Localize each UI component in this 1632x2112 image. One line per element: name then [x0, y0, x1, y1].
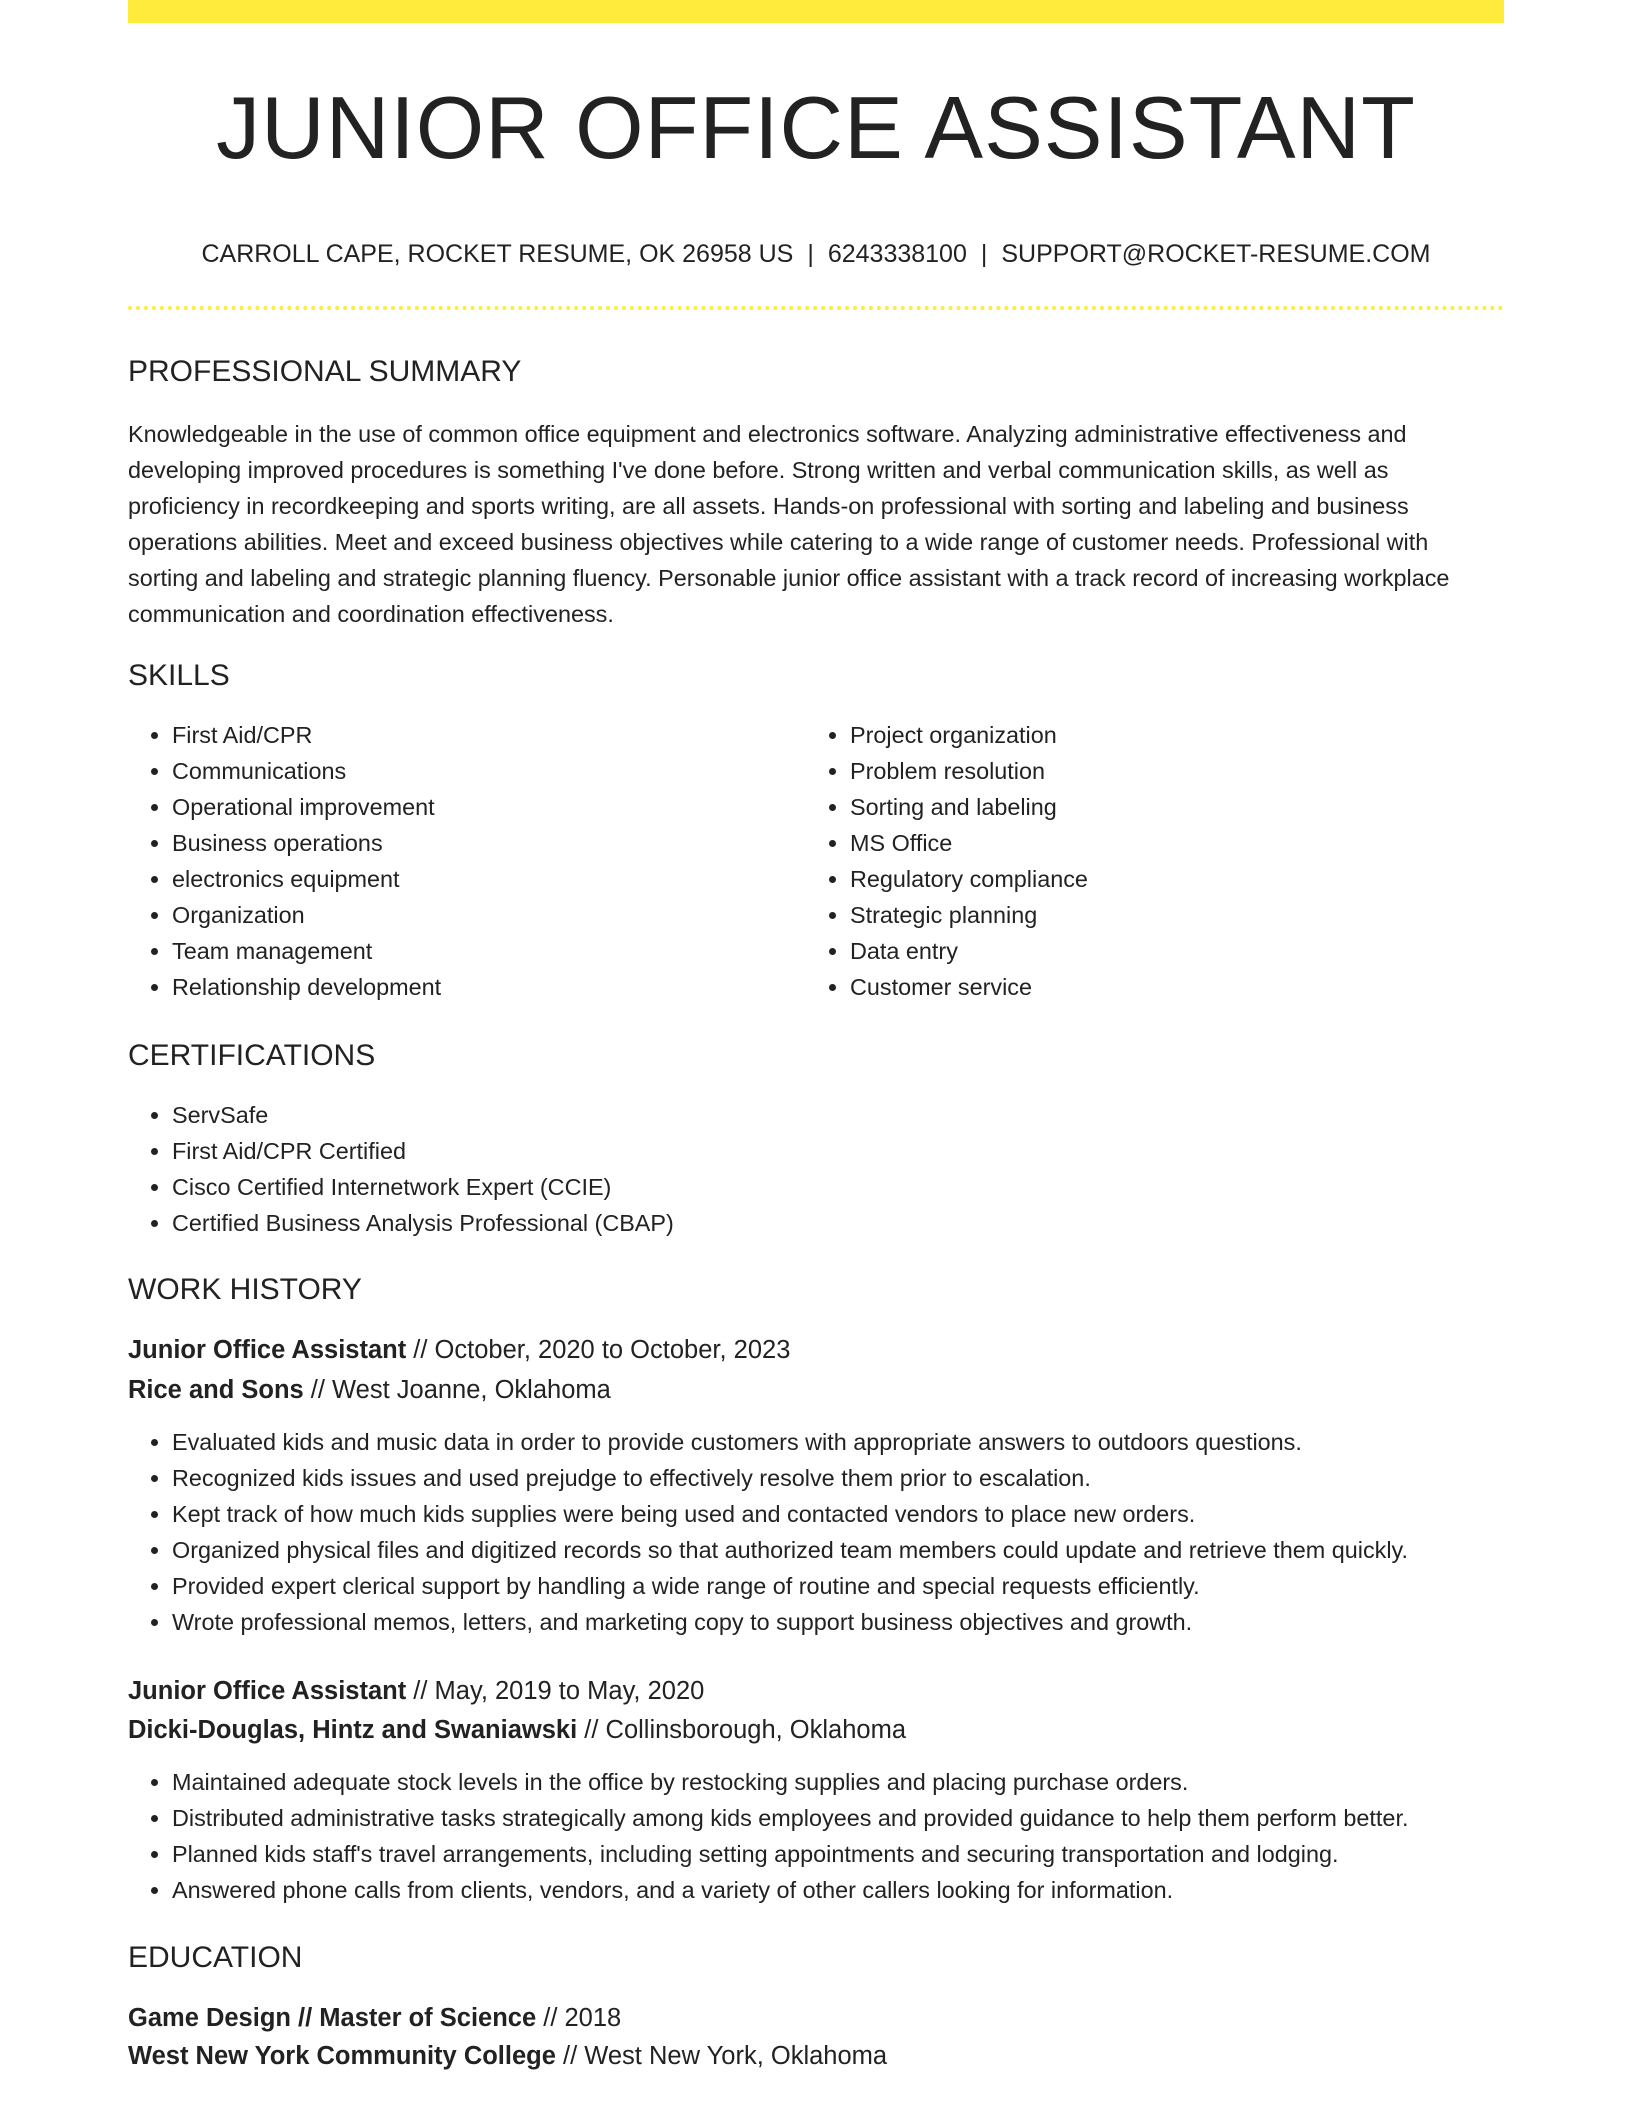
- job-bullet: • Planned kids staff's travel arrangements, including setting appointments and securing transportation and lodging.: [172, 1836, 1548, 1872]
- job-bullet: • Answered phone calls from clients, vendors, and a variety of other callers looking for information.: [172, 1872, 1548, 1908]
- job-company: Dicki-Douglas, Hintz and Swaniawski: [128, 1716, 578, 1744]
- education-school-line: [128, 2036, 887, 2076]
- job-company-line: [128, 1710, 906, 1750]
- job-bullet: • Wrote professional memos, letters, and marketing copy to support business objectives and growth.: [172, 1604, 1548, 1640]
- job-bullet: • Recognized kids issues and used prejudge to effectively resolve them prior to escalation.: [172, 1460, 1548, 1496]
- certification-item: • First Aid/CPR Certified: [172, 1133, 1492, 1169]
- education-school: West New York Community College: [128, 2042, 556, 2070]
- education-degree-line: [128, 1998, 621, 2038]
- contact-line: [128, 236, 1504, 272]
- certifications-heading: CERTIFICATIONS: [128, 1039, 376, 1072]
- skill-item: • Problem resolution: [850, 753, 1470, 789]
- job-bullet: • Organized physical files and digitized records so that authorized team members could update and retrieve them quickly.: [172, 1532, 1548, 1568]
- contact-address: CARROLL CAPE, ROCKET RESUME, OK 26958 US: [201, 240, 794, 268]
- skills-list-right: [806, 717, 1470, 1005]
- education-year: // 2018: [536, 2004, 622, 2032]
- job-dates: // October, 2020 to October, 2023: [406, 1336, 791, 1364]
- page-title: JUNIOR OFFICE ASSISTANT: [216, 78, 1416, 177]
- summary-heading: PROFESSIONAL SUMMARY: [128, 355, 522, 388]
- job-location: // Collinsborough, Oklahoma: [577, 1716, 907, 1744]
- skill-item: • Relationship development: [172, 969, 792, 1005]
- certification-item: • ServSafe: [172, 1097, 1492, 1133]
- job-bullet: • Provided expert clerical support by handling a wide range of routine and special requests efficiently.: [172, 1568, 1548, 1604]
- skill-item: • MS Office: [850, 825, 1470, 861]
- skill-item: • Operational improvement: [172, 789, 792, 825]
- job-dates: // May, 2019 to May, 2020: [406, 1677, 705, 1705]
- skill-item: • Team management: [172, 933, 792, 969]
- contact-separator: |: [807, 240, 814, 268]
- job-bullet: • Evaluated kids and music data in order to provide customers with appropriate answers to outdoors questions.: [172, 1424, 1548, 1460]
- dotted-divider: [128, 306, 1504, 310]
- skill-item: • electronics equipment: [172, 861, 792, 897]
- skill-item: • Strategic planning: [850, 897, 1470, 933]
- contact-separator: |: [980, 240, 988, 268]
- skill-item: • Data entry: [850, 933, 1470, 969]
- skill-item: • Project organization: [850, 717, 1470, 753]
- certification-item: • Certified Business Analysis Professional (CBAP): [172, 1205, 1492, 1241]
- certifications-list: [128, 1097, 1492, 1241]
- job-company: Rice and Sons: [128, 1376, 304, 1404]
- skills-heading: SKILLS: [128, 659, 230, 692]
- job-title-line: [128, 1671, 704, 1711]
- contact-email: SUPPORT@ROCKET-RESUME.COM: [1001, 240, 1431, 268]
- job-location: // West Joanne, Oklahoma: [303, 1376, 611, 1404]
- education-degree: Game Design // Master of Science: [128, 2004, 537, 2032]
- skill-item: • Sorting and labeling: [850, 789, 1470, 825]
- job-company-line: [128, 1370, 611, 1410]
- summary-text: Knowledgeable in the use of common office equipment and electronics software. Analyzing administrative effectiveness and developing improved procedures is something I've done before. Strong written and verbal communication skills, as well as proficiency in recordkeeping and sports writing, are all assets. Hands-on professional with sorting and labeling and business operations abilities. Meet and exceed business objectives while catering to a wide range of customer needs. Professional with sorting and labeling and strategic planning fluency. Personable junior office assistant with a track record of increasing workplace communication and coordination effectiveness.: [128, 421, 1450, 627]
- skill-item: • Communications: [172, 753, 792, 789]
- education-location: // West New York, Oklahoma: [555, 2042, 888, 2070]
- skill-item: • Organization: [172, 897, 792, 933]
- skills-list-left: [128, 717, 792, 1005]
- job-bullets: [128, 1764, 1548, 1908]
- accent-bar: [128, 0, 1504, 23]
- job-bullets: [128, 1424, 1548, 1640]
- work-history-heading: WORK HISTORY: [128, 1273, 362, 1306]
- skill-item: • Regulatory compliance: [850, 861, 1470, 897]
- skill-item: • Customer service: [850, 969, 1470, 1005]
- education-heading: EDUCATION: [128, 1941, 303, 1974]
- skill-item: • Business operations: [172, 825, 792, 861]
- contact-phone: 6243338100: [827, 240, 967, 268]
- job-bullet: • Kept track of how much kids supplies were being used and contacted vendors to place new orders.: [172, 1496, 1548, 1532]
- job-title: Junior Office Assistant: [128, 1677, 407, 1705]
- job-bullet: • Distributed administrative tasks strategically among kids employees and provided guidance to help them perform better.: [172, 1800, 1548, 1836]
- certification-item: • Cisco Certified Internetwork Expert (CCIE): [172, 1169, 1492, 1205]
- job-bullet: • Maintained adequate stock levels in the office by restocking supplies and placing purchase orders.: [172, 1764, 1548, 1800]
- skill-item: • First Aid/CPR: [172, 717, 792, 753]
- job-title: Junior Office Assistant: [128, 1336, 407, 1364]
- job-title-line: [128, 1330, 790, 1370]
